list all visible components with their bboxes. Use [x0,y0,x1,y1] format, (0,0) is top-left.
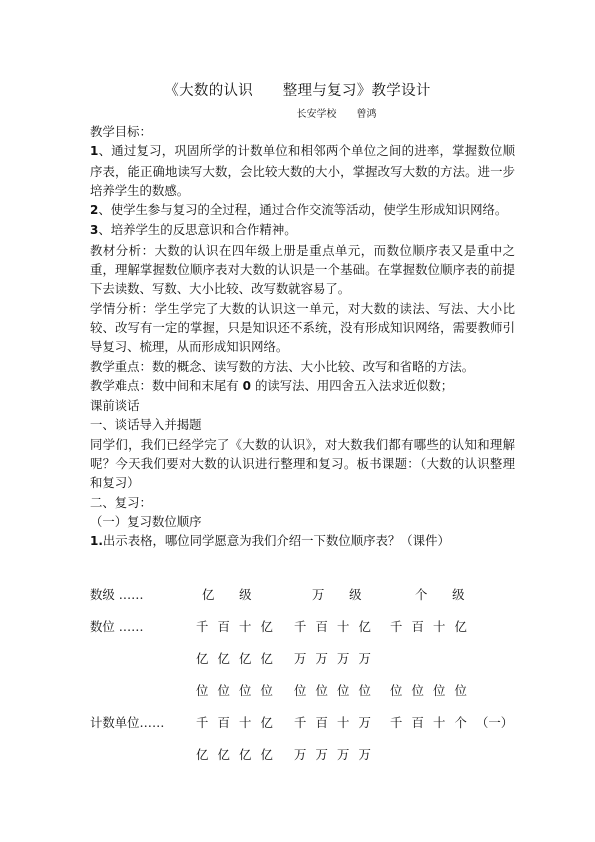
unit-cell: 百 [411,715,424,730]
place-cell: 位 [390,683,403,698]
place-cell: 亿 [358,619,371,634]
objective-3-text: 、培养学生的反思意识和合作精神。 [98,222,297,238]
student-analysis: 学情分析：学生学完了大数的认识这一单元，对大数的读法、写法、大小比较、改写有一定的掌握，只是知识还不系统，没有形成知识网络，需要教师引导复习、梳理，从而形成知识网络。 [90,300,515,355]
unit-cell: 亿 [260,715,273,730]
place-cell: 十 [337,619,350,634]
difficult-points [90,376,515,396]
author-line: 长安学校 曾鸿 [296,109,377,120]
unit-cell: 百 [217,715,230,730]
place-cell: 十 [433,619,446,634]
places-wan [294,617,380,635]
place-cell: 亿 [260,651,273,666]
places-wan-3 [294,681,380,699]
table-row-units-2 [90,745,510,765]
places-yi-3 [196,681,282,699]
unit-cell: 亿 [217,747,230,762]
section-1-heading: 一、谈话导入并揭题 [90,417,202,433]
unit-cell: 万 [337,747,350,762]
place-cell: 位 [294,683,307,698]
row-label-levels: 数级 …… [90,587,144,602]
key-points: 教学重点：数的概念、读写数的方法、大小比较、改写和省略的方法。 [90,358,475,374]
unit-cell: 个 [454,715,467,730]
place-cell: 位 [196,683,209,698]
places-yi-2 [196,649,282,667]
place-cell: 亿 [196,651,209,666]
unit-cell: 亿 [239,747,252,762]
units-ge [390,713,513,731]
place-cell: 百 [315,619,328,634]
unit-cell: 千 [390,715,403,730]
units-yi-2 [196,745,282,763]
objective-3-number: 3 [90,223,99,238]
material-analysis: 教材分析：大数的认识在四年级上册是重点单元，而数位顺序表又是重中之重，理解掌握数位顺序表对大数的认识是一个基础。在掌握数位顺序表的前提下去读数、写数、大小比较、改写数就容易了。 [90,242,515,297]
subsection-1-heading: （一）复习数位顺序 [90,513,202,529]
places-wan-2 [294,649,380,667]
place-cell: 千 [390,619,403,634]
place-cell: 位 [454,683,467,698]
place-cell: 位 [337,683,350,698]
level-ge: 个 级 [415,587,465,602]
place-cell: 百 [217,619,230,634]
place-cell: 位 [217,683,230,698]
place-cell: 位 [433,683,446,698]
table-row-places-3 [90,681,510,701]
units-wan [294,713,380,731]
item-1-number: 1. [90,534,103,549]
document-body [90,122,515,552]
unit-cell: 万 [315,747,328,762]
document-title: 《大数的认识 整理与复习》教学设计 [164,83,431,99]
units-yi [196,713,282,731]
objective-1-text: 、通过复习，巩固所学的计数单位和相邻两个单位之间的进率，掌握数位顺序表，能正确地读写大数，会比较大数的大小，掌握改写大数的方法。进一步培养学生的数感。 [90,143,515,198]
table-row-places [90,617,510,637]
objectives-heading: 教学目标： [90,124,152,139]
place-cell: 万 [337,651,350,666]
place-cell: 百 [411,619,424,634]
table-row-units [90,713,514,733]
table-row-places-2 [90,649,510,669]
unit-cell: 十 [433,715,446,730]
section-1-text: 同学们，我们已经学完了《大数的认识》，对大数我们都有哪些的认知和理解呢？今天我们要对大数的认识进行整理和复习。板书课题：（大数的认识整理和复习） [90,436,515,491]
place-cell: 位 [358,683,371,698]
places-yi [196,617,282,635]
row-label-places: 数位 …… [90,619,144,634]
difficult-points-number: 0 [242,378,251,393]
place-cell: 千 [294,619,307,634]
unit-cell: 十 [337,715,350,730]
objective-2-number: 2 [90,203,99,218]
place-cell: 万 [294,651,307,666]
units-wan-2 [294,745,380,763]
unit-cell: 万 [294,747,307,762]
unit-cell: 亿 [260,747,273,762]
place-cell: 万 [315,651,328,666]
unit-cell: 百 [315,715,328,730]
section-2-heading: 二、复习： [90,494,152,510]
objective-1-number: 1 [90,144,99,159]
place-cell: 亿 [260,619,273,634]
places-ge-3 [390,681,476,699]
place-cell: 亿 [454,619,467,634]
place-cell: 位 [411,683,424,698]
places-ge [390,617,476,635]
place-cell: 位 [315,683,328,698]
place-cell: 万 [358,651,371,666]
level-yi: 亿 级 [202,587,252,602]
unit-cell: 千 [294,715,307,730]
place-cell: 位 [260,683,273,698]
place-cell: 亿 [217,651,230,666]
unit-cell: （一） [476,715,514,730]
difficult-points-text-a: 教学难点：数中间和末尾有 [90,377,243,393]
table-row-levels [90,585,510,605]
objective-2 [90,200,515,220]
pre-class-talk: 课前谈话 [90,398,140,414]
item-1 [90,531,515,551]
objective-3 [90,220,515,240]
difficult-points-text-b: 的读写法、用四舍五入法求近似数； [251,377,454,393]
place-cell: 千 [196,619,209,634]
unit-cell: 万 [358,715,371,730]
unit-cell: 十 [239,715,252,730]
unit-cell: 千 [196,715,209,730]
row-label-units: 计数单位…… [90,715,165,730]
unit-cell: 万 [358,747,371,762]
place-cell: 十 [239,619,252,634]
place-cell: 位 [239,683,252,698]
place-cell: 亿 [239,651,252,666]
unit-cell: 亿 [196,747,209,762]
item-1-text: 出示表格，哪位同学愿意为我们介绍一下数位顺序表？（课件） [102,533,450,549]
level-wan: 万 级 [312,587,362,602]
objective-1 [90,141,515,200]
objective-2-text: 、使学生参与复习的全过程，通过合作交流等活动，使学生形成知识网络。 [98,202,508,218]
